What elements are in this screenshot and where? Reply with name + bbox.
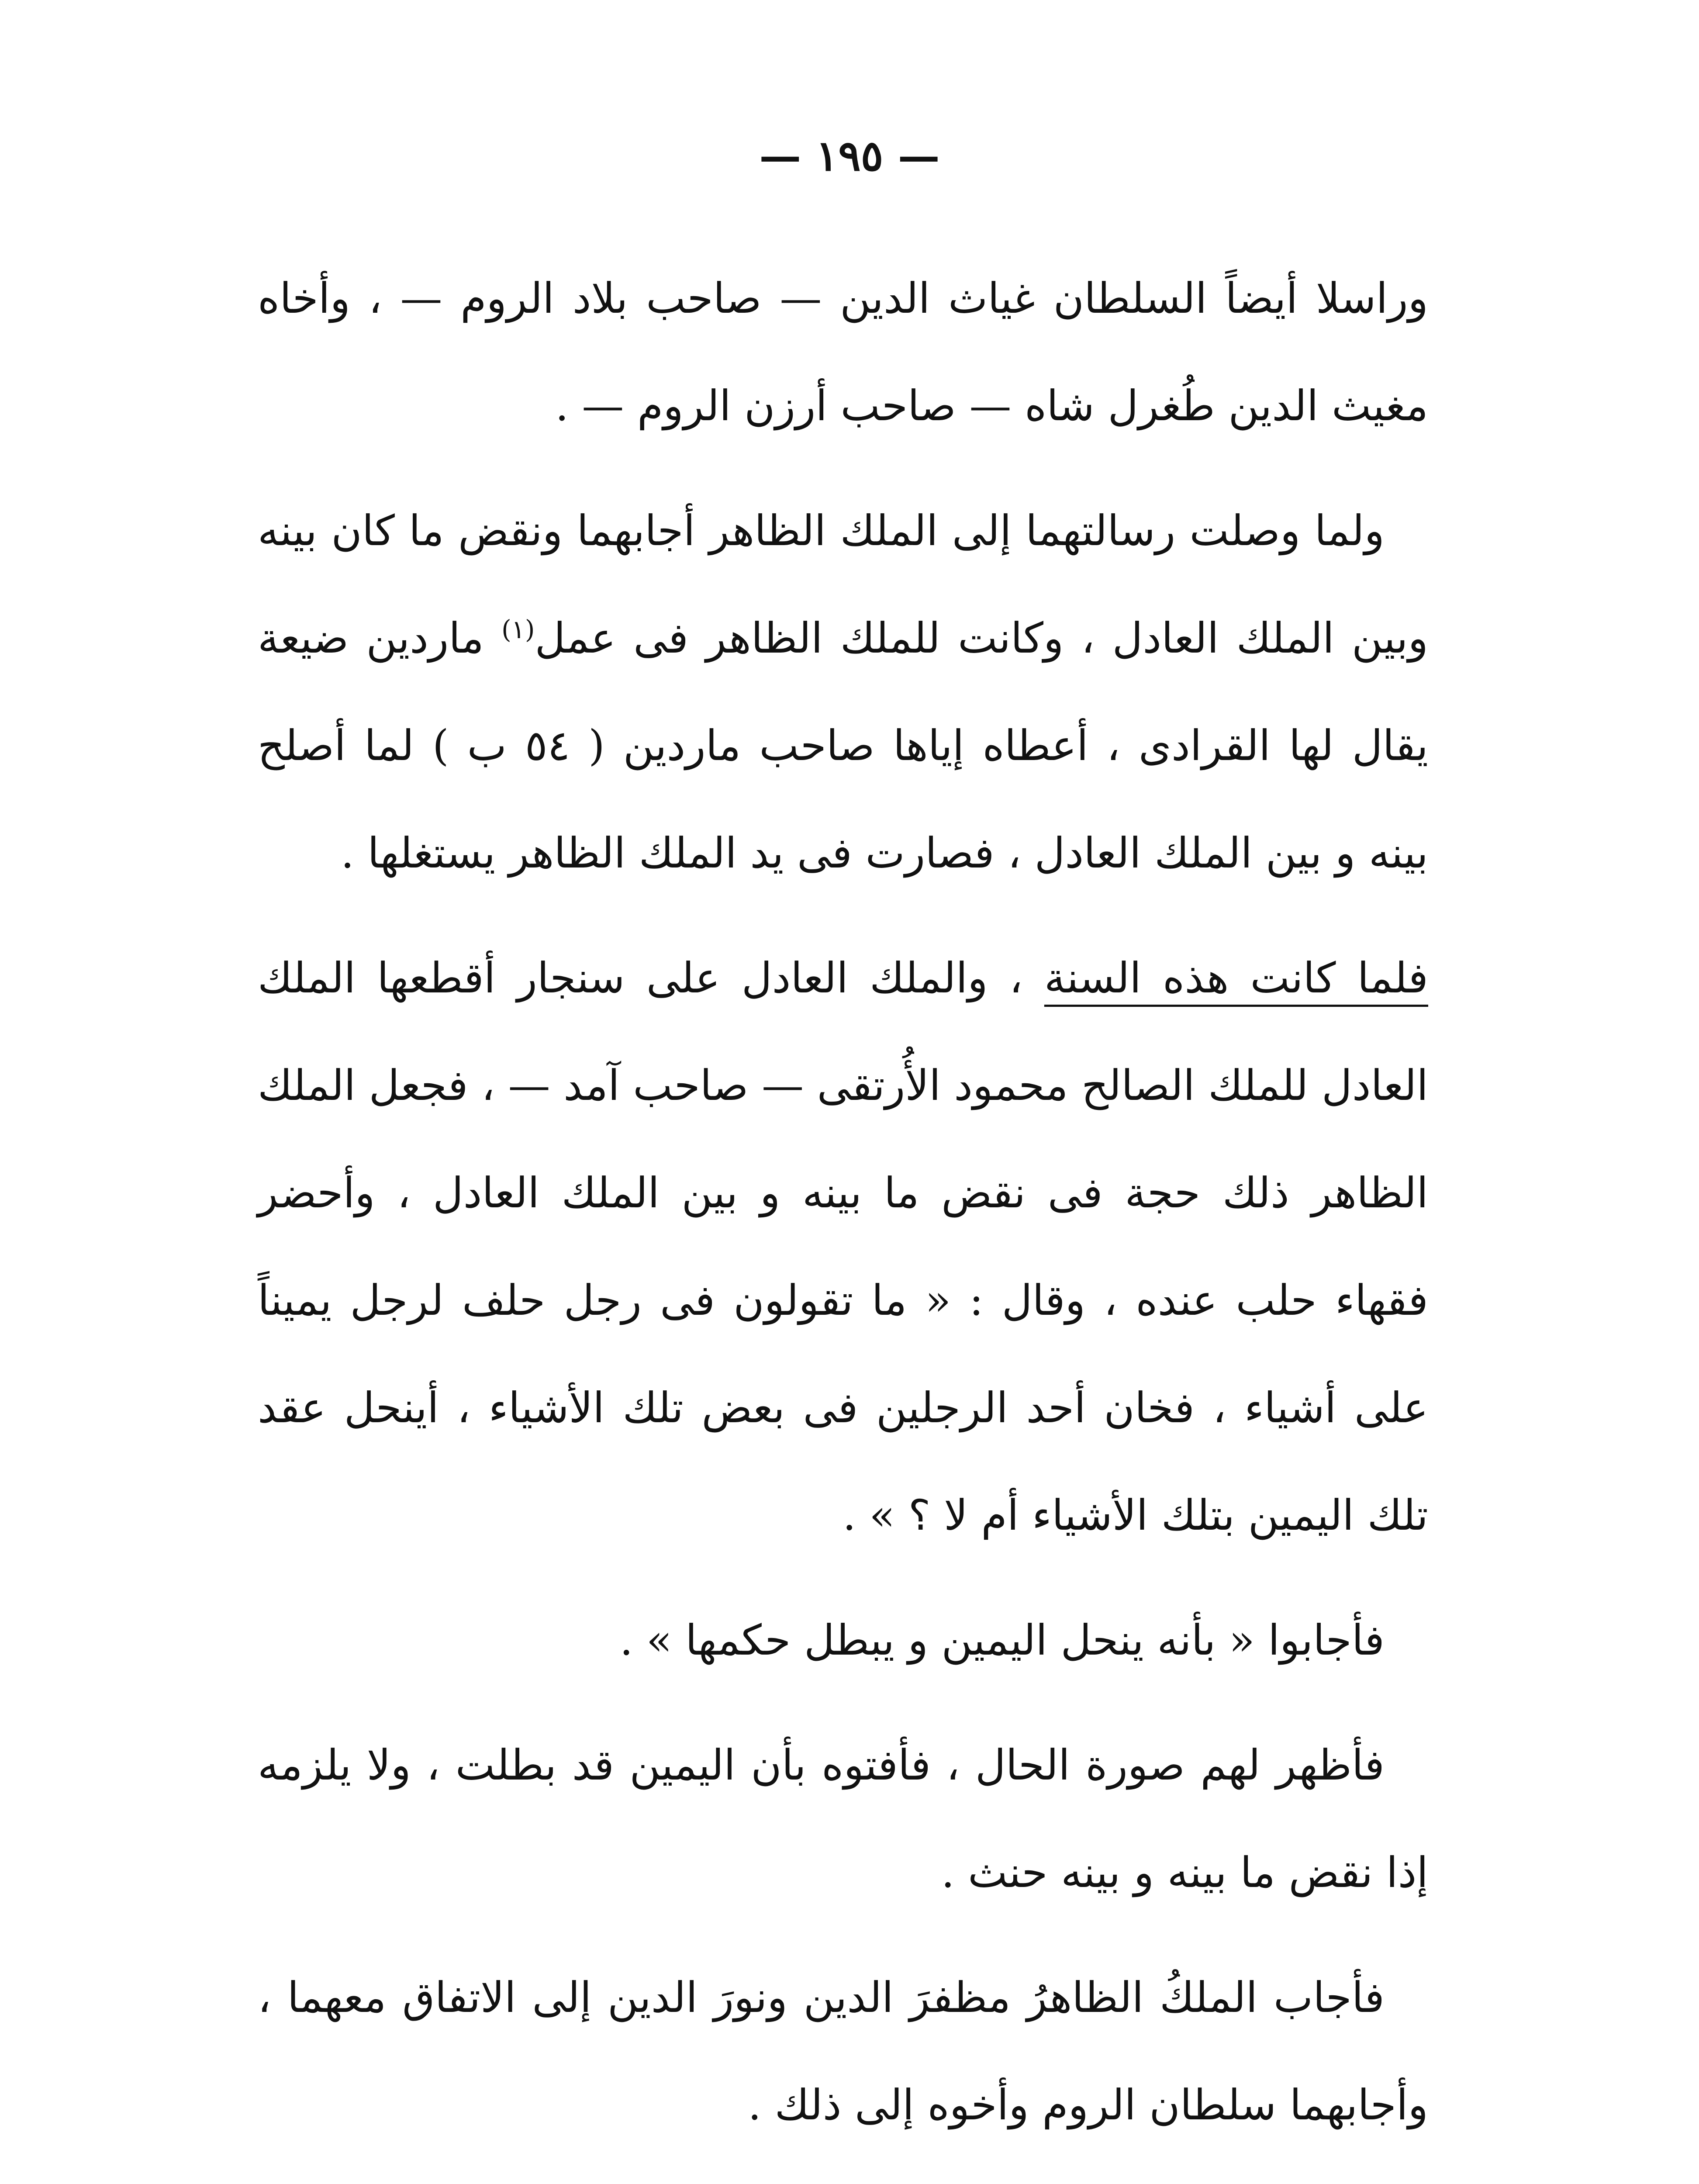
- page-number: — ١٩٥ —: [759, 131, 940, 180]
- underlined-phrase: فلما كانت هذه السنة: [1044, 954, 1429, 1002]
- paragraph-2-part-2: ماردين ضيعة يقال لها القرادى ، أعطاه إياها صاحب ماردين ( ٥٤ ب ) لما أصلح بينه و بين الملك العادل ، فصارت فى يد الملك الظاهر يستغلها .: [258, 614, 1429, 878]
- footnote-reference: (١): [501, 615, 535, 644]
- paragraph-1: وراسلا أيضاً السلطان غياث الدين — صاحب بلاد الروم — ، وأخاه مغيث الدين طُغرل شاه — صاحب أرزن الروم — .: [258, 274, 1428, 430]
- paragraph-2: [258, 477, 1428, 907]
- paragraph-3-rest: ، والملك العادل على سنجار أقطعها الملك العادل للملك الصالح محمود الأُرتقى — صاحب آمد — ، فجعل الملك الظاهر ذلك حجة فى نقض ما بينه و بين الملك العادل ، وأحضر فقهاء حلب عنده ، وقال : « ما تقولون فى رجل حلف لرجل يميناً على أشياء ، فخان أحد الرجلين فى بعض تلك الأشياء ، أينحل عقد تلك اليمين بتلك الأشياء أم لا ؟ » .: [258, 954, 1429, 1540]
- main-text: [258, 245, 1428, 2184]
- paragraph-4: فأجابوا « بأنه ينحل اليمين و يبطل حكمها » .: [619, 1616, 1385, 1665]
- paragraph-5: فأظهر لهم صورة الحال ، فأفتوه بأن اليمين قد بطلت ، ولا يلزمه إذا نقض ما بينه و بينه حنث .: [258, 1741, 1428, 1897]
- paragraph-7: [258, 2176, 1428, 2184]
- paragraph-3: [258, 924, 1428, 1569]
- paragraph-2-part-1: ولما وصلت رسالتهما إلى الملك الظاهر أجابهما ونقض ما كان بينه وبين الملك العادل ، وكانت للملك الظاهر فى عمل: [258, 506, 1428, 663]
- paragraph-6: فأجاب الملكُ الظاهرُ مظفرَ الدين ونورَ الدين إلى الاتفاق معهما ، وأجابهما سلطان الروم وأخوه إلى ذلك .: [258, 1973, 1428, 2129]
